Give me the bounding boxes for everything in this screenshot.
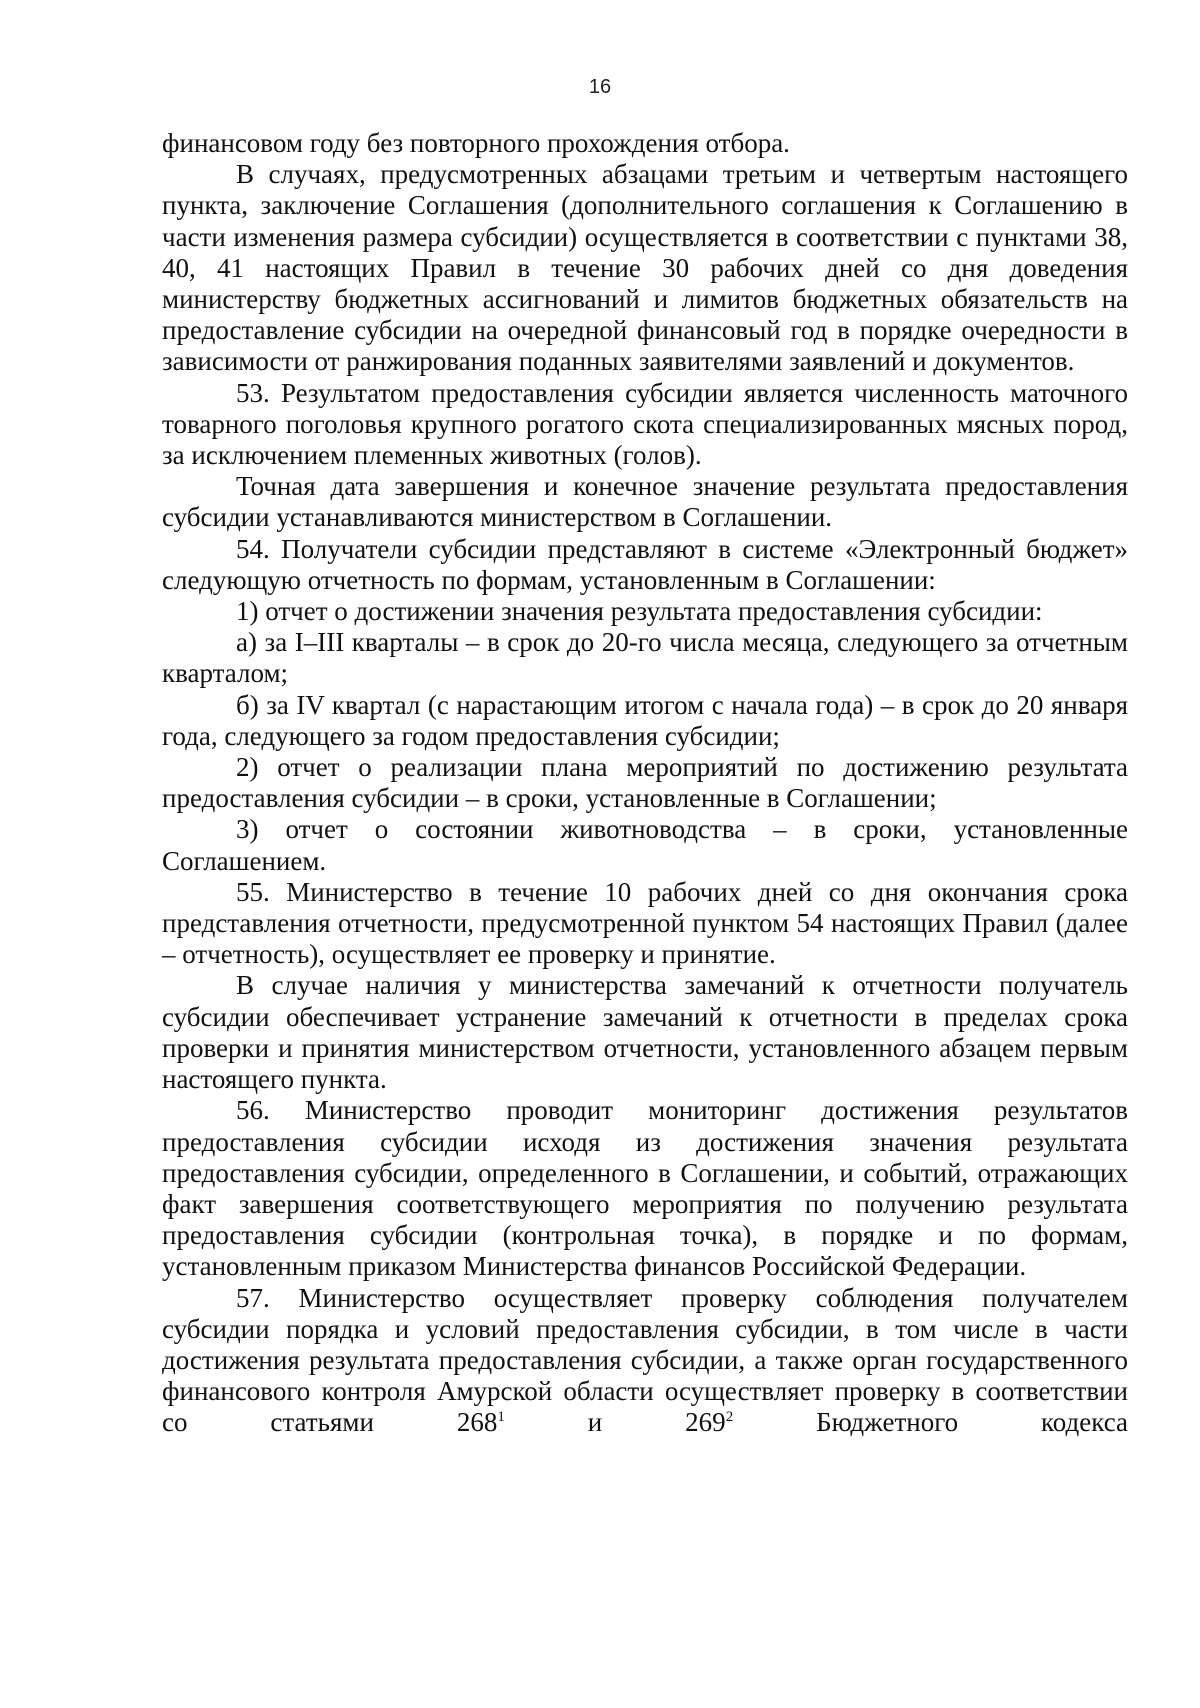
paragraph: Точная дата завершения и конечное значение результата предоставления субсидии устанавливаются министерством в Соглашении.	[162, 471, 1128, 533]
paragraph-53: 53. Результатом предоставления субсидии является численность маточного товарного поголовья крупного рогатого скота специализированных мясных пород, за исключением племенных животных (голов).	[162, 377, 1128, 471]
paragraph-57-text: 57. Министерство осуществляет проверку соблюдения получателем субсидии порядка и условий предоставления субсидии, в том числе в части достижения результата предоставления субсидии, а также орган государственного финансового контроля Амурской области осуществляет проверку в соответствии со статьями 268	[162, 1282, 1128, 1438]
article-reference-superscript: 1	[497, 1409, 505, 1426]
paragraph-55: 55. Министерство в течение 10 рабочих дней со дня окончания срока представления отчетности, предусмотренной пунктом 54 настоящих Правил (далее – отчетность), осуществляет ее проверку и принятие.	[162, 876, 1128, 970]
paragraph-56: 56. Министерство проводит мониторинг достижения результатов предоставления субсидии исходя из достижения значения результата предоставления субсидии, определенного в Соглашении, и событий, отражающих факт завершения соответствующего мероприятия по получению результата предоставления субсидии (контрольная точка), в порядке и по формам, установленным приказом Министерства финансов Российской Федерации.	[162, 1095, 1128, 1282]
paragraph-54: 54. Получатели субсидии представляют в системе «Электронный бюджет» следующую отчетность по формам, установленным в Соглашении:	[162, 533, 1128, 595]
article-reference-superscript: 2	[725, 1409, 734, 1426]
document-body	[162, 128, 1128, 1439]
paragraph-57	[162, 1283, 1128, 1439]
list-item: 1) отчет о достижении значения результата предоставления субсидии:	[236, 596, 1043, 627]
list-item: 3) отчет о состоянии животноводства – в сроки, установленные Соглашением.	[162, 814, 1128, 876]
paragraph: В случае наличия у министерства замечаний к отчетности получатель субсидии обеспечивает устранение замечаний к отчетности в пределах срока проверки и принятия министерством отчетности, установленного абзацем первым настоящего пункта.	[162, 970, 1128, 1095]
paragraph: В случаях, предусмотренных абзацами третьим и четвертым настоящего пункта, заключение Соглашения (дополнительного соглашения к Соглашению в части изменения размера субсидии) осуществляется в соответствии с пунктами 38, 40, 41 настоящих Правил в течение 30 рабочих дней со дня доведения министерству бюджетных ассигнований и лимитов бюджетных обязательств на предоставление субсидии на очередной финансовый год в порядке очередности в зависимости от ранжирования поданных заявителями заявлений и документов.	[162, 159, 1128, 377]
list-item: 2) отчет о реализации плана мероприятий по достижению результата предоставления субсидии – в сроки, установленные в Соглашении;	[162, 752, 1128, 814]
list-item: а) за I–III кварталы – в срок до 20-го числа месяца, следующего за отчетным кварталом;	[162, 627, 1128, 689]
paragraph-57-text: и 269	[504, 1407, 726, 1438]
list-item: б) за IV квартал (с нарастающим итогом с начала года) – в срок до 20 января года, следующего за годом предоставления субсидии;	[162, 689, 1128, 751]
page-number: 16	[588, 76, 612, 98]
paragraph-continuation: финансовом году без повторного прохождения отбора.	[162, 128, 790, 158]
paragraph-57-text: Бюджетного кодекса	[733, 1407, 1128, 1438]
